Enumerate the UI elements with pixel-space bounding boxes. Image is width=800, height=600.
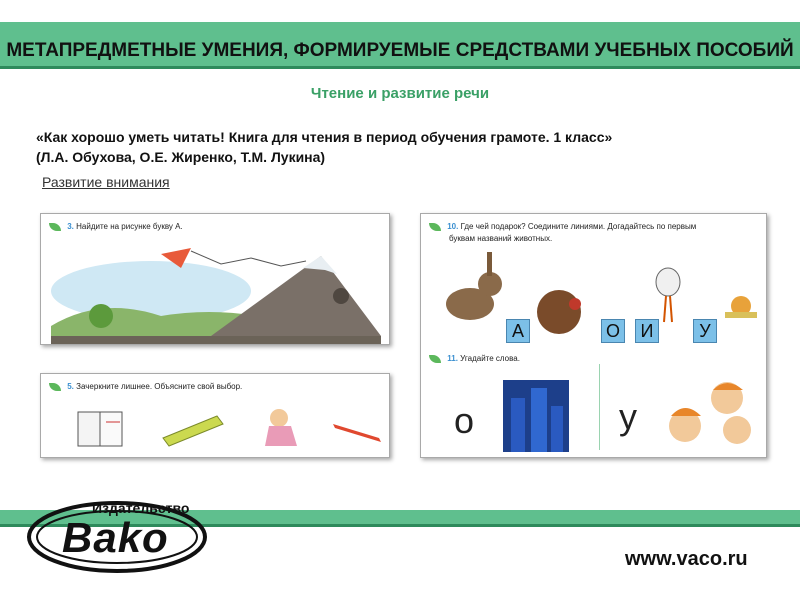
notebook-icon	[76, 408, 126, 450]
task10-text-1: Где чей подарок? Соедините линиями. Догадайтесь по первым	[460, 222, 697, 231]
task11-divider	[599, 364, 600, 450]
task3-text: Найдите на рисунке букву А.	[76, 222, 183, 231]
turkey-illustration	[531, 282, 591, 338]
publisher-label: Издательство	[92, 500, 190, 516]
leaf-icon	[429, 355, 441, 363]
night-city-illustration	[503, 380, 569, 452]
leaf-icon	[49, 383, 61, 391]
pen-icon	[331, 418, 390, 448]
website-url[interactable]: www.vaco.ru	[625, 548, 748, 570]
gift-letter-u: У	[693, 319, 717, 343]
task11-header	[429, 354, 520, 363]
book-title: «Как хорошо уметь читать! Книга для чтения в период обучения грамоте. 1 класс»	[36, 129, 613, 145]
task10-header	[429, 222, 696, 231]
topic-label: Развитие внимания	[42, 174, 170, 190]
task3-header	[49, 222, 183, 231]
stork-illustration	[646, 244, 686, 324]
book-authors: (Л.А. Обухова, О.Е. Жиренко, Т.М. Лукина)	[36, 149, 326, 165]
task11-text: Угадайте слова.	[460, 354, 520, 363]
task5-text: Зачеркните лишнее. Объясните свой выбор.	[76, 382, 243, 391]
page-subtitle: Чтение и развитие речи	[310, 85, 490, 102]
leaf-icon	[429, 223, 441, 231]
task11-letter-o: о	[454, 400, 475, 441]
ruler-icon	[161, 412, 225, 448]
task10-text-2: буквам названий животных.	[449, 234, 553, 243]
task5-header	[49, 382, 242, 391]
gift-letter-i: И	[635, 319, 659, 343]
task3-panel	[40, 213, 390, 345]
leaf-icon	[49, 223, 61, 231]
header-divider	[0, 66, 800, 69]
landscape-illustration	[41, 236, 389, 345]
task11-letter-u: у	[619, 396, 637, 437]
gift-letter-o: О	[601, 319, 625, 343]
snail-illustration	[721, 292, 761, 322]
page-title: МЕТАПРЕДМЕТНЫЕ УМЕНИЯ, ФОРМИРУЕМЫЕ СРЕДСТВАМИ УЧЕБНЫХ ПОСОБИЙ	[6, 40, 794, 61]
task10-number: 10.	[447, 222, 459, 231]
task5-number: 5.	[67, 382, 74, 391]
donkey-illustration	[435, 246, 505, 326]
doll-icon	[259, 404, 309, 450]
task5-panel	[40, 373, 390, 458]
task3-number: 3.	[67, 222, 74, 231]
task11-number: 11.	[447, 354, 458, 363]
children-illustration	[657, 376, 757, 452]
publisher-name: Bako	[62, 514, 169, 561]
gift-letter-a: А	[506, 319, 530, 343]
book-reference	[36, 127, 776, 167]
task10-11-panel	[420, 213, 767, 458]
